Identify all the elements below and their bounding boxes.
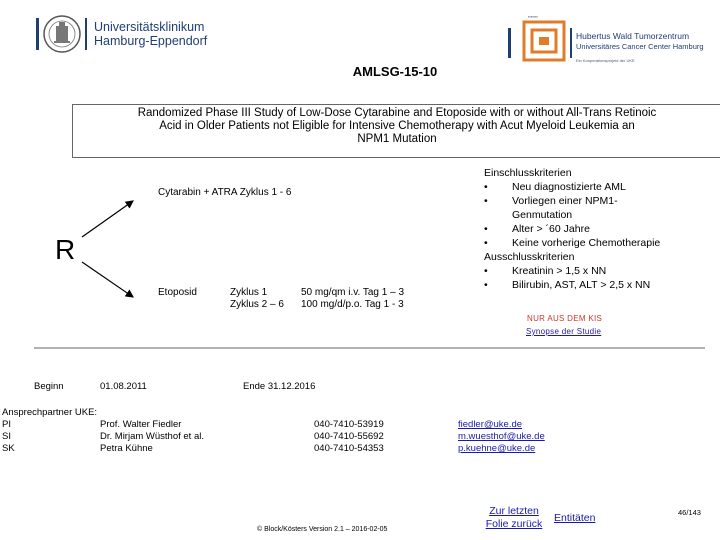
contact-email[interactable]: fiedler@uke.de — [458, 419, 523, 430]
study-title-line1: Randomized Phase III Study of Low-Dose Cytarabine and Etoposide with or without All-Trans Retinoic — [137, 107, 657, 119]
arm1-label: Cytarabin + ATRA Zyklus 1 - 6 — [158, 187, 292, 198]
begin-label: Beginn — [34, 381, 64, 392]
bullet: • — [484, 265, 488, 277]
synopsis-link[interactable]: Synopse der Studie — [526, 327, 602, 336]
uke-logo-line2: Hamburg-Eppendorf — [94, 34, 208, 48]
bullet: • — [484, 237, 488, 249]
contact-phone: 040-7410-55692 — [314, 431, 384, 442]
uke-logo-line1: Universitätsklinikum — [94, 20, 205, 34]
hw-logo-line1: Hubertus Wald Tumorzentrum — [576, 31, 690, 41]
arm2-label: Etoposid — [158, 287, 197, 298]
contact-name: Prof. Walter Fiedler — [100, 419, 182, 430]
bullet: • — [484, 181, 488, 193]
contact-name: Dr. Mirjam Wüsthof et al. — [100, 431, 204, 442]
bullet: • — [484, 279, 488, 291]
inclusion-item — [484, 180, 714, 194]
contact-phone: 040-7410-54353 — [314, 443, 384, 454]
inclusion-item — [484, 194, 714, 222]
page-title: AMLSG-15-10 — [352, 64, 438, 79]
criteria-block — [484, 166, 714, 292]
inclusion-text: Neu diagnostizierte AML — [512, 181, 626, 193]
exclusion-title: Ausschlusskriterien — [484, 251, 575, 263]
end-date: Ende 31.12.2016 — [243, 381, 316, 392]
exclusion-text: Bilirubin, AST, ALT > 2,5 x NN — [512, 279, 651, 291]
contact-role: SK — [2, 443, 15, 454]
arm2-cycle2: Zyklus 2 – 6 — [230, 299, 284, 310]
back-link[interactable] — [482, 505, 546, 531]
arm2-cycle1: Zyklus 1 — [230, 287, 268, 298]
randomization-symbol: R — [55, 234, 76, 265]
contact-phone: 040-7410-53919 — [314, 419, 384, 430]
begin-value: 01.08.2011 — [100, 381, 147, 392]
bullet: • — [484, 195, 488, 207]
inclusion-item — [484, 222, 714, 236]
arm2-dose2: 100 mg/d/p.o. Tag 1 - 3 — [301, 299, 404, 310]
hw-logo-line2: Universitäres Cancer Center Hamburg — [576, 42, 704, 51]
study-title-line3: NPM1 Mutation — [357, 133, 437, 145]
contact-email[interactable]: p.kuehne@uke.de — [458, 443, 536, 454]
back-link-line2: Folie zurück — [485, 518, 543, 530]
entities-link[interactable]: Entitäten — [554, 512, 596, 524]
contact-name: Petra Kühne — [100, 443, 153, 454]
inclusion-item — [484, 236, 714, 250]
arm2-arrow — [82, 262, 133, 297]
inclusion-text: Alter > ´60 Jahre — [512, 223, 590, 235]
exclusion-item — [484, 278, 714, 292]
kis-note: NUR AUS DEM KIS — [527, 314, 603, 323]
hw-logo-tagline: Ein Kooperationsprojekt der UKE — [576, 58, 635, 63]
bullet: • — [484, 223, 488, 235]
back-link-line1: Zur letzten — [489, 505, 539, 517]
contact-email[interactable]: m.wuesthof@uke.de — [458, 431, 545, 442]
copyright: © Block/Kösters Version 2.1 – 2016-02-05 — [257, 526, 388, 533]
hw-logo-cube-caption: ▪▪▪▪▪▪▪ — [528, 14, 538, 19]
study-title-line2: Acid in Older Patients not Eligible for Intensive Chemotherapy with Acut Myeloid Leukemia an — [159, 120, 635, 132]
page-number: 46/143 — [678, 508, 701, 517]
exclusion-item — [484, 264, 714, 278]
contact-role: SI — [2, 431, 11, 442]
contact-role: PI — [2, 419, 11, 430]
inclusion-text: Keine vorherige Chemotherapie — [512, 237, 661, 249]
inclusion-text: Vorliegen einer NPM1- Genmutation — [512, 195, 618, 221]
exclusion-text: Kreatinin > 1,5 x NN — [512, 265, 607, 277]
arm2-dose1: 50 mg/qm i.v. Tag 1 – 3 — [301, 287, 405, 298]
contacts-title: Ansprechpartner UKE: — [2, 407, 98, 418]
arm1-arrow — [82, 201, 133, 237]
inclusion-title: Einschlusskriterien — [484, 167, 572, 179]
